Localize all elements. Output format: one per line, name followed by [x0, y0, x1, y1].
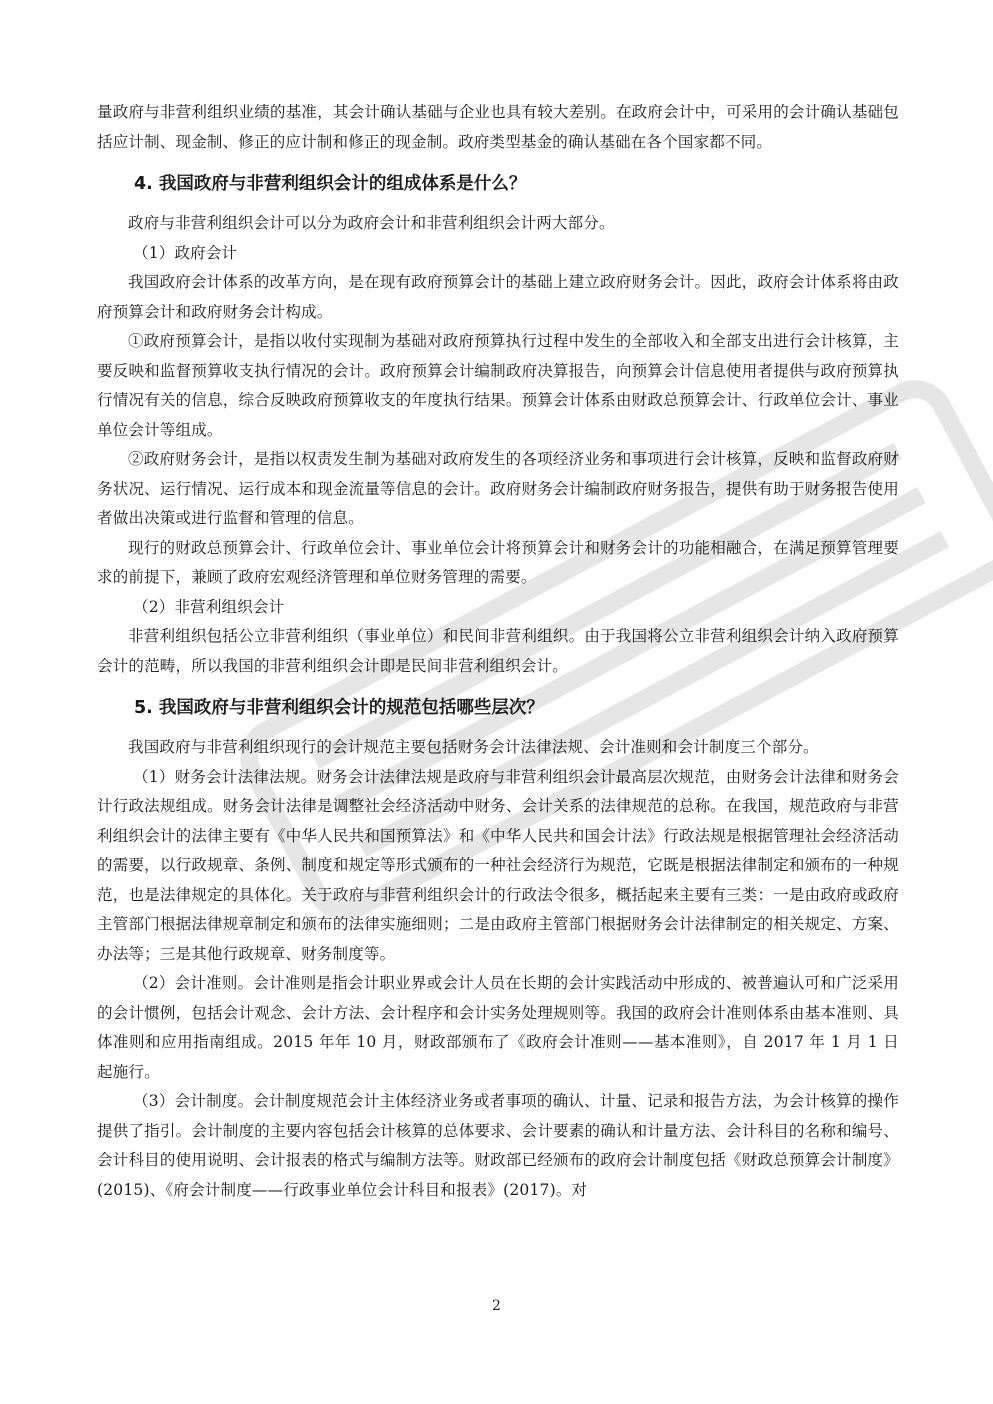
paragraph: 我国政府会计体系的改革方向，是在现有政府预算会计的基础上建立政府财务会计。因此，政府会计体系将由政府预算会计和政府财务会计构成。	[97, 273, 899, 321]
paragraph: ②政府财务会计，是指以权责发生制为基础对政府发生的各项经济业务和事项进行会计核算，反映和监督政府财务状况、运行情况、运行成本和现金流量等信息的会计。政府财务会计编制政府财务报告，提供有助于财务报告使用者做出决策或进行监督和管理的信息。	[97, 450, 899, 527]
paragraph: （1）财务会计法律法规。财务会计法律法规是政府与非营利组织会计最高层次规范，由财务会计法律和财务会计行政法规组成。财务会计法律是调整社会经济活动中财务、会计关系的法律规范的总称。在我国，规范政府与非营利组织会计的法律主要有《中华人民共和国预算法》和《中华人民共和国会计法》行政法规是根据管理社会经济活动的需要，以行政规章、条例、制度和规定等形式颁布的一种社会经济行为规范，它既是根据法律制定和颁布的一种规范，也是法律规定的具体化。关于政府与非营利组织会计的行政法令很多，概括起来主要有三类：一是由政府或政府主管部门根据法律规章制定和颁布的法律实施细则；二是由政府主管部门根据财务会计法律制定的相关规定、方案、办法等；三是其他行政规章、财务制度等。	[97, 767, 899, 963]
paragraph: （3）会计制度。会计制度规范会计主体经济业务或者事项的确认、计量、记录和报告方法，为会计核算的操作提供了指引。会计制度的主要内容包括会计核算的总体要求、会计要素的确认和计量方法、会计科目的名称和编号、会计科目的使用说明、会计报表的格式与编制方法等。财政部已经颁布的政府会计制度包括《财政总预算会计制度》(2015)、《府会计制度——行政事业单位会计科目和报表》(2017)。对	[97, 1092, 899, 1199]
subsection-heading: （2）非营利组织会计	[133, 597, 285, 616]
paragraph: 量政府与非营利组织业绩的基准，其会计确认基础与企业也具有较大差别。在政府会计中，可采用的会计确认基础包括应计制、现金制、修正的应计制和修正的现金制。政府类型基金的确认基础在各个国家都不同。	[97, 103, 899, 151]
paragraph: 我国政府与非营利组织现行的会计规范主要包括财务会计法律法规、会计准则和会计制度三个部分。	[128, 738, 819, 756]
page-number: 2	[492, 1298, 501, 1314]
section-heading-4: 4. 我国政府与非营利组织会计的组成体系是什么？	[134, 174, 527, 194]
page-content	[97, 98, 899, 1205]
section-heading-5: 5. 我国政府与非营利组织会计的规范包括哪些层次？	[134, 698, 544, 718]
paragraph: 现行的财政总预算会计、行政单位会计、事业单位会计将预算会计和财务会计的功能相融合，在满足预算管理要求的前提下，兼顾了政府宏观经济管理和单位财务管理的需要。	[97, 538, 899, 586]
paragraph: 政府与非营利组织会计可以分为政府会计和非营利组织会计两大部分。	[128, 214, 615, 232]
paragraph: 非营利组织包括公立非营利组织（事业单位）和民间非营利组织。由于我国将公立非营利组织会计纳入政府预算会计的范畴，所以我国的非营利组织会计即是民间非营利组织会计。	[97, 627, 899, 675]
paragraph: ①政府预算会计，是指以收付实现制为基础对政府预算执行过程中发生的全部收入和全部支出进行会计核算，主要反映和监督预算收支执行情况的会计。政府预算会计编制政府决算报告，向预算会计信息使用者提供与政府预算执行情况有关的信息，综合反映政府预算收支的年度执行结果。预算会计体系由财政总预算会计、行政单位会计、事业单位会计等组成。	[97, 332, 899, 439]
subsection-heading: （1）政府会计	[133, 243, 238, 262]
paragraph: （2）会计准则。会计准则是指会计职业界或会计人员在长期的会计实践活动中形成的、被普遍认可和广泛采用的会计惯例，包括会计观念、会计方法、会计程序和会计实务处理规则等。我国的政府会计准则体系由基本准则、具体准则和应用指南组成。2015 年年 10 月，财政部颁布了《政府会计准则——基本准则》，自 2017 年 1 月 1 日起施行。	[97, 974, 899, 1081]
